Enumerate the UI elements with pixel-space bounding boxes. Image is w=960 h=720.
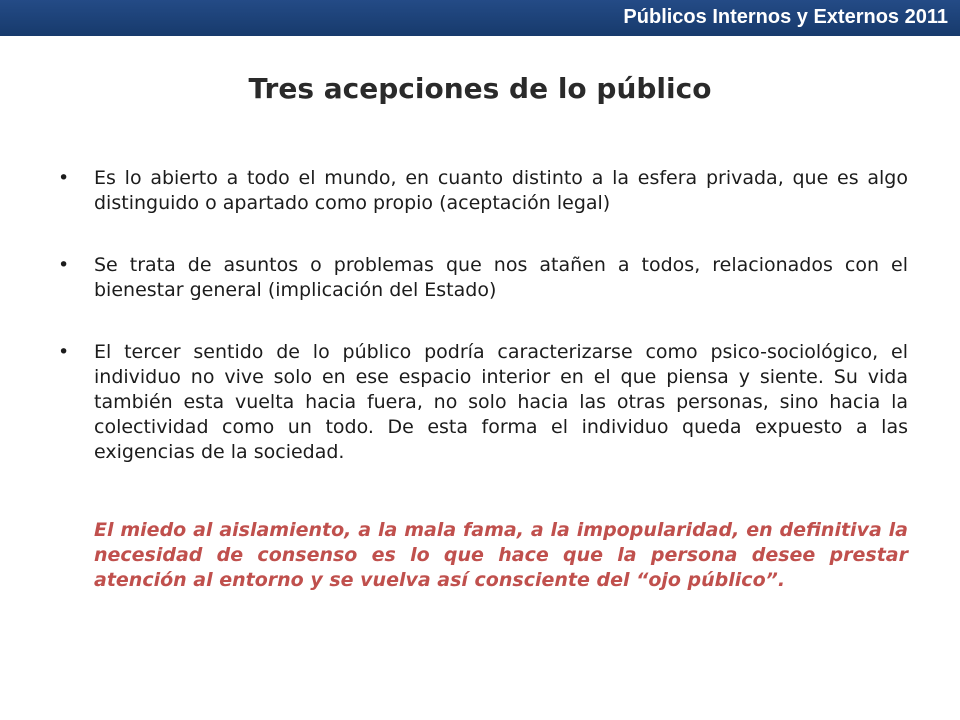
bullet-text: Es lo abierto a todo el mundo, en cuanto distinto a la esfera privada, que es algo distinguido o apartado como propio (aceptación legal) — [94, 167, 908, 214]
bullet-item — [58, 340, 908, 465]
bullet-item — [58, 253, 908, 303]
bullet-text: Se trata de asuntos o problemas que nos atañen a todos, relacionados con el bienestar general (implicación del Estado) — [94, 254, 908, 301]
bullet-item — [58, 166, 908, 216]
bullet-icon: • — [58, 167, 70, 189]
bullet-text: El tercer sentido de lo público podría caracterizarse como psico-sociológico, el individuo no vive solo en ese espacio interior en el que piensa y siente. Su vida también esta vuelta hacia fuera, no solo hacia las otras personas, sino hacia la colectividad como un todo. De esta forma el individuo queda expuesto a las exigencias de la sociedad. — [94, 341, 908, 463]
bullet-list — [58, 166, 908, 465]
slide-title: Tres acepciones de lo público — [248, 72, 712, 105]
bullet-icon: • — [58, 341, 70, 363]
emphasis-quote: El miedo al aislamiento, a la mala fama, a la impopularidad, en definitiva la necesidad de consenso es lo que hace que la persona desee prestar atención al entorno y se vuelva así consciente del “ojo público”. — [94, 519, 908, 591]
bullet-icon: • — [58, 254, 70, 276]
header-bar — [0, 0, 960, 36]
header-title: Públicos Internos y Externos 2011 — [623, 6, 948, 28]
